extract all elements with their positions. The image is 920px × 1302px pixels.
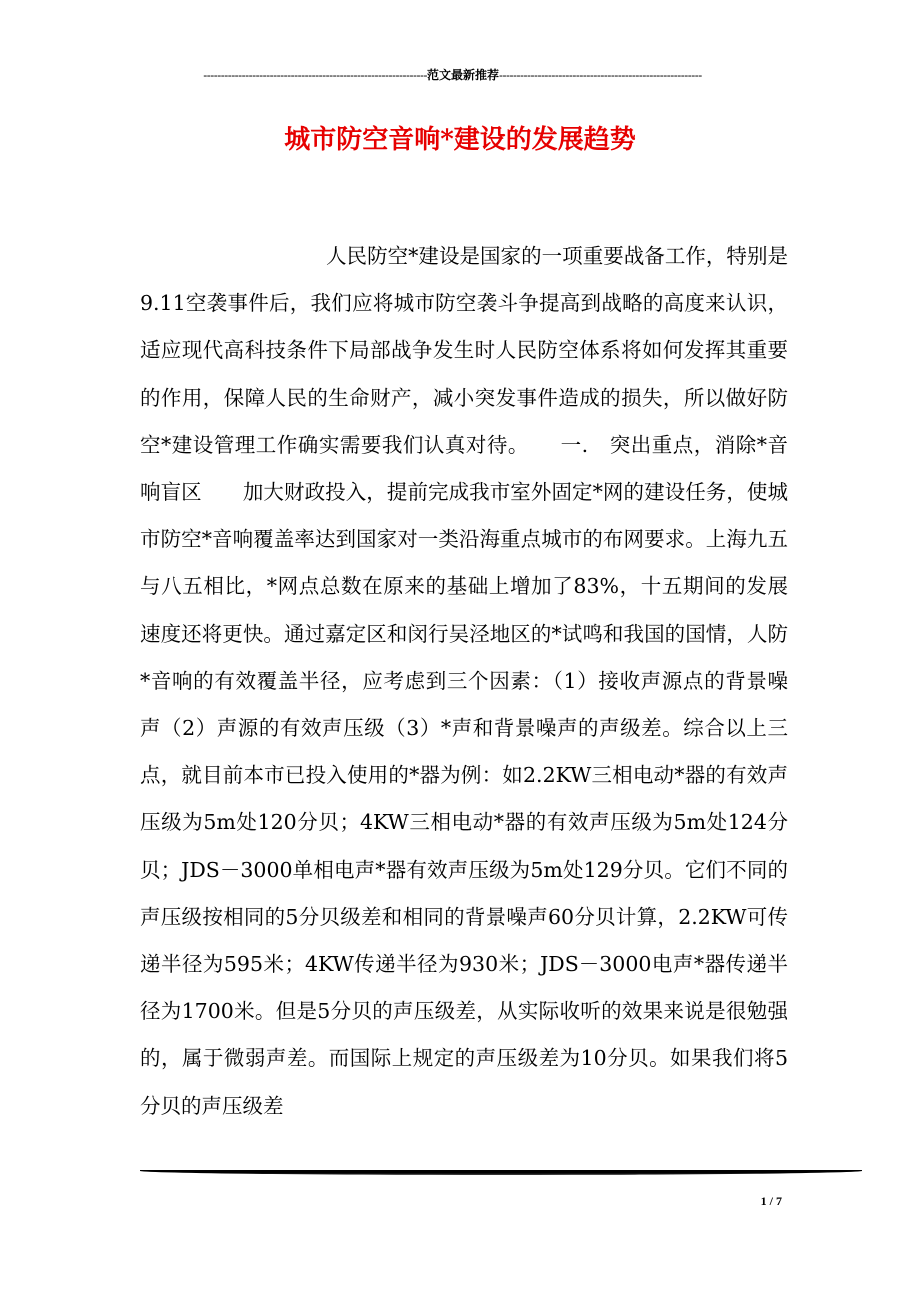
document-title: 城市防空音响*建设的发展趋势	[284, 125, 636, 155]
page-number: 1 / 7	[760, 1194, 782, 1208]
header-dashes-left: ----------------------------------------------------------------	[203, 68, 427, 82]
header-dashes-right: ----------------------------------------------------------	[498, 68, 702, 82]
footer-rule	[140, 1170, 862, 1175]
page-header	[140, 66, 765, 84]
body-paragraph: 人民防空*建设是国家的一项重要战备工作，特别是9.11空袭事件后，我们应将城市防空袭斗争提高到战略的高度来认识，适应现代高科技条件下局部战争发生时人民防空体系将如何发挥其重要的作用，保障人民的生命财产，减小突发事件造成的损失，所以做好防空*建设管理工作确实需要我们认真对待。 一. 突出重点，消除*音响盲区 加大财政投入，提前完成我市室外固定*网的建设任务，使城市防空*音响覆盖率达到国家对一类沿海重点城市的布网要求。上海九五与八五相比，*网点总数在原来的基础上增加了83%，十五期间的发展速度还将更快。通过嘉定区和闵行吴泾地区的*试鸣和我国的国情，人防*音响的有效覆盖半径，应考虑到三个因素：（1）接收声源点的背景噪声（2）声源的有效声压级（3）*声和背景噪声的声级差。综合以上三点，就目前本市已投入使用的*器为例：如2.2KW三相电动*器的有效声压级为5m处120分贝；4KW三相电动*器的有效声压级为5m处124分贝；JDS－3000单相电声*器有效声压级为5m处129分贝。它们不同的声压级按相同的5分贝级差和相同的背景噪声60分贝计算，2.2KW可传递半径为595米；4KW传递半径为930米；JDS－3000电声*器传递半径为1700米。但是5分贝的声压级差，从实际收听的效果来说是很勉强的，属于微弱声差。而国际上规定的声压级差为10分贝。如果我们将5分贝的声压级差	[140, 244, 788, 1118]
header-label: 范文最新推荐	[426, 68, 499, 82]
